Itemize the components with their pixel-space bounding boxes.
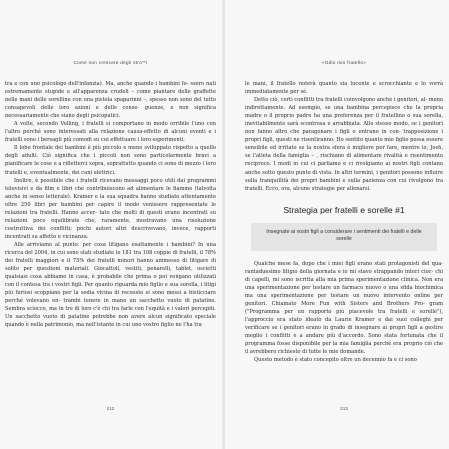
left-page-body [5, 80, 216, 329]
paragraph: le mani, il fratello noterà quanto sia lucente e scrocchiante e lo vorrà immediatamente per sé. [245, 81, 443, 96]
paragraph: Alle arriviamo al punto: per cosa litigano esattamente i bambini? In una ricerca del 2004, in cui sono stati studiate le 181 tra 108 coppie di fratelli, il 78% dei fratelli maggiori e il 75% dei fratelli minori hanno ammesso di litigare di solito per questioni materiali. Giocattoli, vestiti, penarelli, tablet, oscietti qualsiasi cosa abbiamo in casa, è probabile che prima o poi vengano utilizzati con il contesa tra i vostri figli. Per quanto riguarda mio figlio e sua sorella, i litigi più furiosi scoppiano per la sedia vicina di recesste si sono messi a bisticciare perché volevano en- trambi tenere in mano un sacchetto vuoto di patatine. Sembra sciocco, ma in tre di loro c'è chi tra farle con l'equità e i valori percepiti. Un sacchetto vuoto di patatine potrebbe non avere alcun significato speciale quando è nella patrimonio, ma nell'istante in cui uno vostro figlio ne l'ha tra [5, 241, 216, 329]
paragraph: Inoltre, è possibile che i fratelli ricevano messaggi poco utili dai programmi televisivi e da film e libri che contribuiscono ad alimentare le fiamme (talvolta anche in senso letterale). Kramer e la sua squadra hanno studiato attentamente oltre 250 libri per bambini per capire il modo venissero rappresentate le relazioni tra fratelli. Hanno accer- tato che molti di questi erano incentrati su relazioni poco equilibrate che, raramente, mostravano una risoluzione costruttiva dei conflitti; pochi autori altri descrivevano, invece, rapporti incentrati su affetto e vicinanza. [5, 177, 216, 240]
section-title: Strategia per fratelli e sorelle #1 [283, 204, 405, 215]
paragraph: Qualche mese fa, dopo che i miei figli erano stati protagonisti del qua- rantaduesimo litigio della giornata e io mi stavo strappando interi cioc- chi di capelli, mi sono iscritta alla mia prima sperimentazione clinica. Non era una sperimentazione per testare un farmaco nuovo o una sfida biochimica ma una sperimentazione per testare un nuovo intervento online per genitori. Chiamato More Fun with Sisters and Brothers Pro- gram ("Programma per un rapporto più piacevole tra fratelli e sorelle"), l'approccio era stato ideato da Laurie Kramer e dai suoi colleghi per verificare se i genitori erano in grado di insegnare ai propri figli a gestire meglio i conflitti e a andare più d'accordo. Sono stata fortunata che il programma fosse disponibile per la mia famiglia perché era proprio ciò che il avrebbero richiesto di tutte le mie domande. [245, 260, 443, 356]
strategy-callout: Insegnate ai vostri figli a considerare i sentimenti dei fratelli e delle sorelle [251, 223, 437, 251]
paragraph: tra e con uno psicologo dell'infanzia). Ma, anche quando i bambini fo- ssero nati estremamente stupide e all'apparenza crudeli – come piantare delle graffette nelle mani delle sorelline con una pistola spaparinni –, spesso non sono del tutto consapevoli delle loro azioni e delle conse- guenze, e non significa necessariamente che siano degli psicopatici. [5, 81, 216, 120]
paragraph: Detto ciò, certi conflitti tra fratelli coinvolgono anche i genitori, al- meno indirettamente. Ad esempio, se una bambina percepisce che la propria madre o il proprio padre ha una preferenza per il fratellino o sua sorella, inevitabilmente sarà scontrosa e arrabbiata. Allo stesso modo, se i genitori non fanno altro che paragonare i figli o entrano in con- trapposizione i propri figli, questi ne risentiranno. Ho sentito quanto mio figlio possa essere sensibile ed irritato se la nostra sfera è migliore per fare, mentre io, Josh, se l'atleta della famiglia – , rischiano di alimentare rivalità e risentimento reciproco. I modi in cui ci parliamo e ci rivolgiamo ai nostri figli contano anche sotto questo punto di vista. In altri termini, i genitori possono influire sulla tranquillità dei propri bambini e sulla pazienza con cui rivolgono tra fratelli. Ecco, ora, alcune strategie per allenarsi. [245, 97, 443, 192]
running-head-left: Come non crescere degli stro**i [73, 60, 148, 65]
right-page [225, 0, 449, 449]
running-head-right: «Odio mio fratello» [321, 60, 367, 65]
right-page-body [245, 80, 443, 365]
page-number-left: 212 [106, 406, 115, 411]
paragraph: Il lobo frontale dei bambini è più piccolo e meno sviluppato rispetto a quello degli adulti. Ciò significa che i piccoli non sono particolarmente bravi a pianificare le cose e a rifletterci sopra, soprattutto quando ci sono di mezzo i loro fratelli e, eventualmente, dei cani elettrici. [5, 145, 216, 176]
paragraph: A volte, secondo Volling, i fratelli si comportano in modo orribile l'uno con l'altro perché sono interessati alla relazione causa-effetto di alcuni eventi e i fratelli sono i bersagli più comodi su cui effettuare i loro esperimenti. [5, 121, 216, 144]
paragraph: Questo metodo è stato concepito oltre un decennio fa e ci sono [254, 357, 417, 364]
left-page [0, 0, 224, 449]
page-number-right: 213 [340, 406, 348, 411]
